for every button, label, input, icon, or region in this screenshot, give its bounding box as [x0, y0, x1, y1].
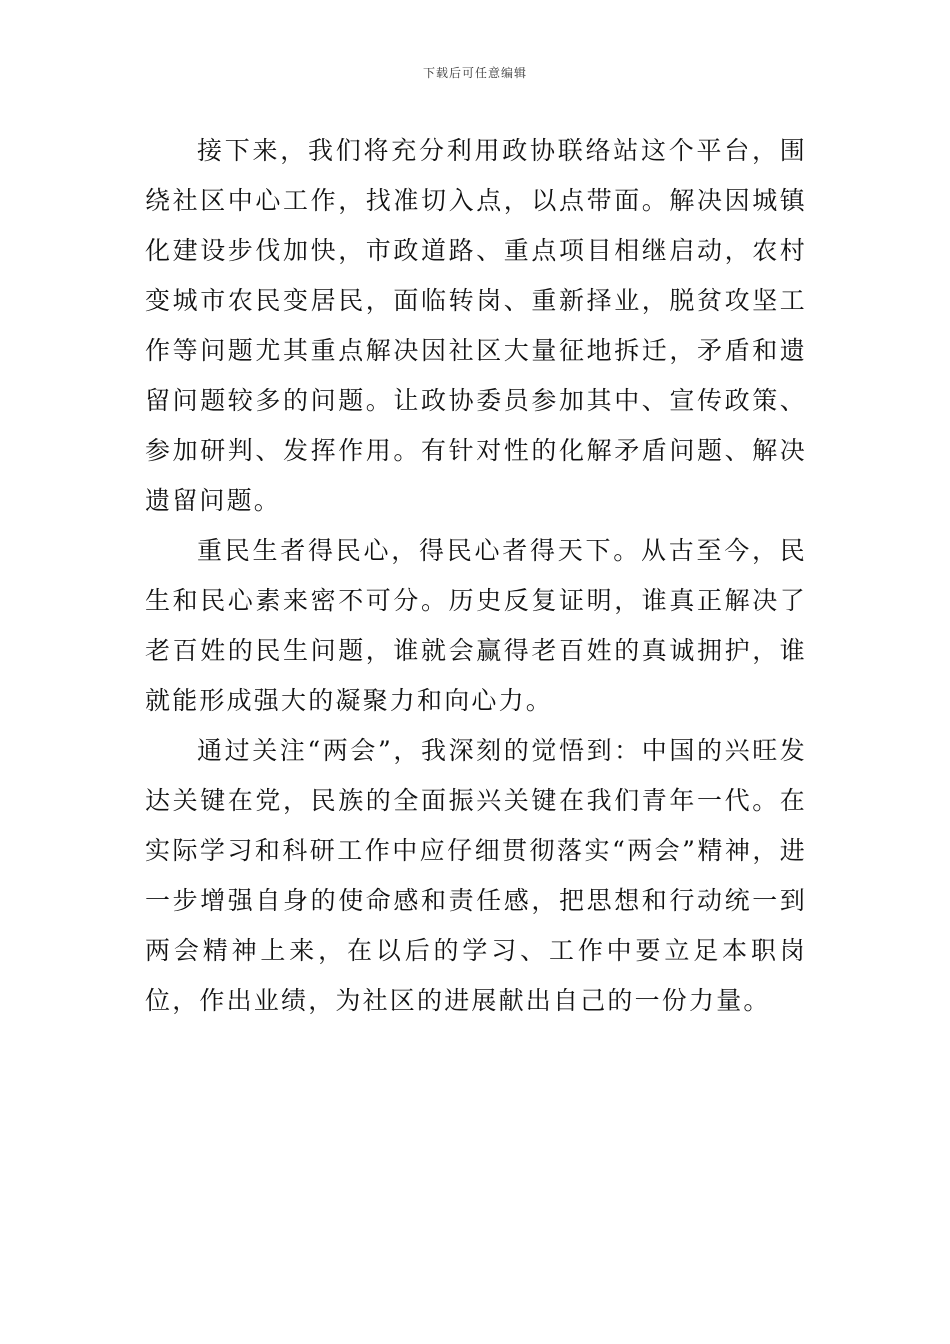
paragraph-2: 重民生者得民心，得民心者得天下。从古至今，民生和民心素来密不可分。历史反复证明，谁真正解决了老百姓的民生问题，谁就会赢得老百姓的真诚拥护，谁就能形成强大的凝聚力和向心力。 — [145, 536, 807, 715]
paragraph-1: 接下来，我们将充分利用政协联络站这个平台，围绕社区中心工作，找准切入点，以点带面。解决因城镇化建设步伐加快，市政道路、重点项目相继启动，农村变城市农民变居民，面临转岗、重新择业，脱贫攻坚工作等问题尤其重点解决因社区大量征地拆迁，矛盾和遗留问题较多的问题。让政协委员参加其中、宣传政策、参加研判、发挥作用。有针对性的化解矛盾问题、解决遗留问题。 — [145, 136, 807, 515]
header-note: 下载后可任意编辑 — [422, 66, 527, 80]
document-body — [145, 126, 807, 1026]
paragraph-3: 通过关注“两会”，我深刻的觉悟到：中国的兴旺发达关键在党，民族的全面振兴关键在我们青年一代。在实际学习和科研工作中应仔细贯彻落实“两会”精神，进一步增强自身的使命感和责任感，把思想和行动统一到两会精神上来，在以后的学习、工作中要立足本职岗位，作出业绩，为社区的进展献出自己的一份力量。 — [145, 736, 807, 1015]
